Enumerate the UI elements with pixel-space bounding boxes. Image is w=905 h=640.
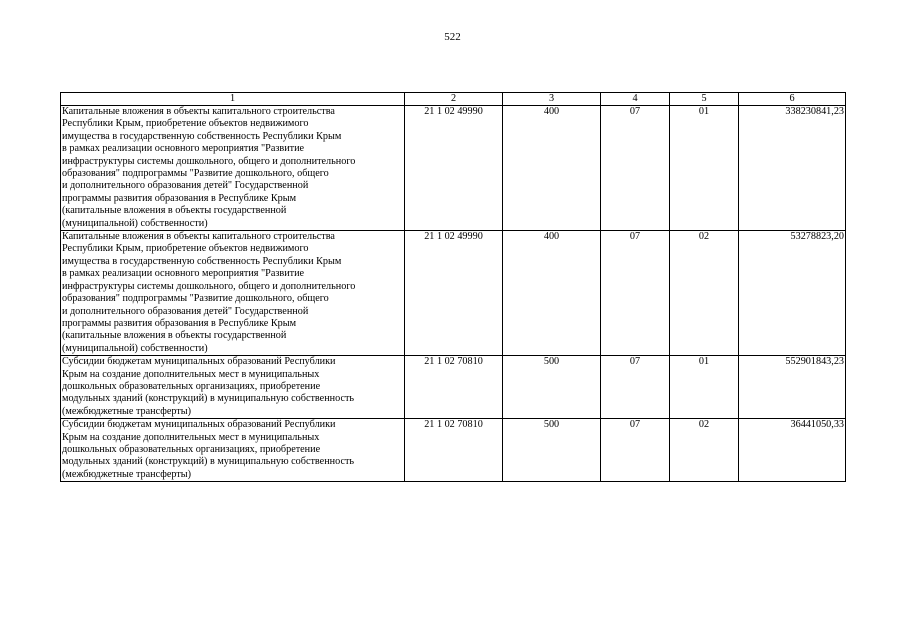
description-line: и дополнительного образования детей" Государственной — [62, 180, 309, 192]
description-line: (капитальные вложения в объекты государственной — [62, 205, 287, 217]
description-line: имущества в государственную собственность Республики Крым — [62, 130, 342, 142]
column-header: 6 — [739, 93, 846, 106]
column-header: 1 — [61, 93, 405, 106]
header-row — [61, 93, 846, 106]
subsection-cell: 01 — [670, 106, 739, 231]
description-cell — [61, 419, 405, 482]
type-cell: 400 — [503, 106, 601, 231]
description-line: Субсидии бюджетам муниципальных образований Республики — [62, 356, 336, 368]
description-line: и дополнительного образования детей" Государственной — [62, 305, 309, 317]
section-cell: 07 — [601, 356, 670, 419]
description-line: модульных зданий (конструкций) в муниципальную собственность — [62, 456, 355, 468]
column-header: 4 — [601, 93, 670, 106]
description-line: в рамках реализации основного мероприятия "Развитие — [62, 143, 305, 155]
description-line: в рамках реализации основного мероприятия "Развитие — [62, 268, 305, 280]
column-header: 3 — [503, 93, 601, 106]
code-cell: 21 1 02 49990 — [405, 231, 503, 356]
description-line: (муниципальной) собственности) — [62, 342, 208, 354]
section-cell: 07 — [601, 106, 670, 231]
section-cell: 07 — [601, 231, 670, 356]
description-line: программы развития образования в Республике Крым — [62, 192, 297, 204]
code-cell: 21 1 02 70810 — [405, 419, 503, 482]
amount-cell: 338230841,23 — [739, 106, 846, 231]
description-line: Капитальные вложения в объекты капитального строительства — [62, 231, 335, 243]
section-cell: 07 — [601, 419, 670, 482]
description-line: (межбюджетные трансферты) — [62, 468, 192, 480]
description-line: инфраструктуры системы дошкольного, общего и дополнительного — [62, 155, 356, 167]
column-header: 2 — [405, 93, 503, 106]
page-number: 522 — [444, 31, 461, 43]
type-cell: 500 — [503, 419, 601, 482]
subsection-cell: 02 — [670, 231, 739, 356]
subsection-cell: 01 — [670, 356, 739, 419]
description-line: Республики Крым, приобретение объектов недвижимого — [62, 118, 309, 130]
column-header: 5 — [670, 93, 739, 106]
description-line: (капитальные вложения в объекты государственной — [62, 330, 287, 342]
subsection-cell: 02 — [670, 419, 739, 482]
description-line: программы развития образования в Республике Крым — [62, 317, 297, 329]
table-row — [61, 419, 846, 482]
amount-cell: 36441050,33 — [739, 419, 846, 482]
description-line: дошкольных образовательных организациях, приобретение — [62, 443, 321, 455]
type-cell: 500 — [503, 356, 601, 419]
description-line: Субсидии бюджетам муниципальных образований Республики — [62, 419, 336, 431]
description-cell — [61, 356, 405, 419]
description-line: инфраструктуры системы дошкольного, общего и дополнительного — [62, 280, 356, 292]
description-line: дошкольных образовательных организациях, приобретение — [62, 380, 321, 392]
description-line: (муниципальной) собственности) — [62, 217, 208, 229]
table-row — [61, 106, 846, 231]
description-line: Крым на создание дополнительных мест в муниципальных — [62, 368, 320, 380]
description-line: Капитальные вложения в объекты капитального строительства — [62, 106, 335, 117]
description-line: (межбюджетные трансферты) — [62, 405, 192, 417]
table-row — [61, 231, 846, 356]
description-line: Республики Крым, приобретение объектов недвижимого — [62, 243, 309, 255]
description-line: Крым на создание дополнительных мест в муниципальных — [62, 431, 320, 443]
description-line: имущества в государственную собственность Республики Крым — [62, 255, 342, 267]
description-cell — [61, 231, 405, 356]
budget-table — [60, 92, 846, 482]
description-line: образования" подпрограммы "Развитие дошкольного, общего — [62, 293, 329, 305]
table-row — [61, 356, 846, 419]
description-line: модульных зданий (конструкций) в муниципальную собственность — [62, 393, 355, 405]
description-cell — [61, 106, 405, 231]
amount-cell: 552901843,23 — [739, 356, 846, 419]
code-cell: 21 1 02 49990 — [405, 106, 503, 231]
type-cell: 400 — [503, 231, 601, 356]
amount-cell: 53278823,20 — [739, 231, 846, 356]
description-line: образования" подпрограммы "Развитие дошкольного, общего — [62, 168, 329, 180]
code-cell: 21 1 02 70810 — [405, 356, 503, 419]
